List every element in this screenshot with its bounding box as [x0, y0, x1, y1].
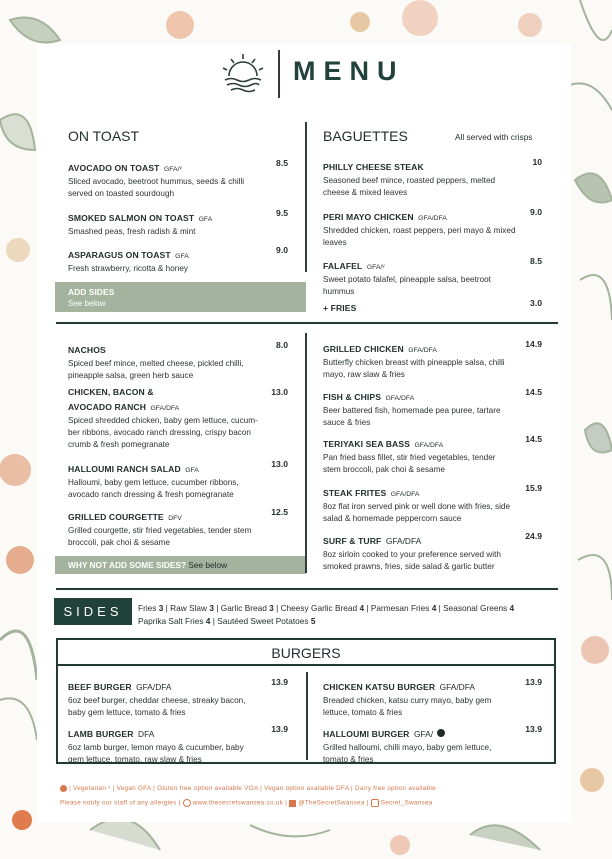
menu-item	[323, 724, 542, 766]
item-description: hummus	[323, 287, 355, 296]
item-description: Smashed peas, fresh radish & mint	[68, 227, 196, 236]
item-description: Shredded chicken, roast peppers, peri mayo & mixed	[323, 226, 516, 235]
item-price: 9.0	[530, 207, 542, 217]
menu-item	[323, 339, 542, 381]
menu-item	[323, 483, 542, 525]
item-name: GRILLED CHICKEN	[323, 344, 404, 354]
item-description: smoked prawns, fries, side salad & garlic butter	[323, 562, 495, 571]
item-description: ber ribbons, avocado ranch dressing, crispy bacon	[68, 428, 251, 437]
instagram-handle[interactable]: Secret_Swansea	[380, 799, 433, 807]
facebook-handle[interactable]: @TheSecretSwansea	[298, 799, 365, 807]
diet-tag: GFA/DFA	[418, 215, 447, 222]
page-title: MENU	[293, 56, 405, 86]
item-name: PERI MAYO CHICKEN	[323, 212, 414, 222]
burgers-header-divider	[57, 664, 555, 666]
item-name: ASPARAGUS ON TOAST	[68, 250, 171, 260]
item-price: 15.9	[525, 483, 542, 493]
header-divider	[278, 50, 280, 98]
item-description: Pan fried bass fillet, stir fried vegetables, tender	[323, 453, 496, 462]
item-description: mayo, raw slaw & fries	[323, 370, 405, 379]
section-divider	[56, 322, 558, 324]
side-name: Fries	[138, 603, 157, 613]
dietary-legend	[60, 785, 560, 792]
diet-tag: GFA/DFA	[390, 491, 420, 498]
item-description: Grilled halloumi, chilli mayo, baby gem lettuce,	[323, 743, 492, 752]
diet-tag: GFA/DFA	[385, 395, 415, 402]
item-name: BEEF BURGER	[68, 682, 132, 692]
side-name: Cheesy Garlic Bread	[280, 603, 358, 613]
item-description: Butterfly chicken breast with pineapple salsa, chilli	[323, 358, 505, 367]
item-description: 6oz lamb burger, lemon mayo & cucumber, baby	[68, 743, 244, 752]
sides-heading: SIDES	[54, 598, 132, 625]
menu-item	[68, 387, 288, 451]
side-name: Paprika Salt Fries	[138, 616, 204, 626]
item-description: Spiced beef mince, melted cheese, pickled chilli,	[68, 359, 244, 368]
item-price: 9.5	[276, 208, 288, 218]
why-sides-subtitle: See below	[188, 560, 228, 570]
diet-tag: GFA	[198, 216, 213, 223]
column-divider	[305, 122, 307, 272]
why-sides-banner	[55, 556, 306, 574]
item-price: 9.0	[276, 245, 288, 255]
side-price: 5	[310, 616, 316, 626]
side-price: 3	[158, 603, 164, 613]
item-price: 10	[532, 157, 542, 167]
item-description: pineapple salsa, green herb sauce	[68, 371, 194, 380]
item-description: gem lettuce, tomato, raw slaw & fries	[68, 755, 202, 764]
item-price: 24.9	[525, 531, 542, 541]
menu-item	[323, 531, 542, 573]
item-name: TERIYAKI SEA BASS	[323, 439, 411, 449]
add-sides-banner	[55, 282, 306, 312]
side-price: 4	[509, 603, 515, 613]
allergy-note: Please notify our staff of any allergies	[60, 799, 177, 807]
menu-item	[68, 507, 288, 549]
sides-list: Fries 3 | Raw Slaw 3 | Garlic Bread 3 | Cheesy Garlic Bread 4 | Parmesan Fries 4 | Seasonal Greens 4 Paprika Salt Fries 4 | Sautéed Sweet Potatoes 5	[138, 603, 515, 626]
fries-label: + FRIES	[323, 303, 357, 313]
item-name: LAMB BURGER	[68, 729, 134, 739]
item-name: AVOCADO ON TOAST	[68, 163, 160, 173]
column-divider	[306, 672, 308, 760]
item-price: 14.5	[525, 434, 542, 444]
diet-tag: GFA/ᵛ	[163, 166, 182, 173]
diet-tag: GFA/DFA	[385, 536, 422, 546]
menu-item	[323, 434, 542, 476]
side-price: 4	[431, 603, 437, 613]
side-name: Raw Slaw	[170, 603, 208, 613]
item-description: tomato & fries	[323, 755, 374, 764]
side-price: 3	[209, 603, 214, 613]
menu-item	[323, 256, 542, 298]
item-price: 14.5	[525, 387, 542, 397]
diet-tag: GFA/DFA	[150, 405, 180, 412]
side-name: Garlic Bread	[220, 603, 267, 613]
item-price: 8.0	[276, 340, 288, 350]
menu-item	[68, 459, 288, 501]
item-name: FALAFEL	[323, 261, 363, 271]
item-price: 13.9	[525, 677, 542, 687]
diet-tag: DFV	[168, 515, 182, 522]
item-description: 8oz sirloin cooked to your preference served with	[323, 550, 501, 559]
diet-tag: GFA/DFA	[439, 682, 475, 692]
item-description: Spiced shredded chicken, baby gem lettuce, cucum-	[68, 416, 258, 425]
item-description: baby gem lettuce, tomato & fries	[68, 708, 186, 717]
item-name: NACHOS	[68, 345, 106, 355]
item-description: Grilled courgette, stir fried vegetables, tender stem	[68, 526, 252, 535]
item-name: CHICKEN, BACON &	[68, 387, 154, 397]
item-description: stem broccoli, pak choi & sesame	[323, 465, 445, 474]
menu-item	[68, 245, 288, 275]
fries-price: 3.0	[530, 298, 542, 308]
diet-tag: GFA/DFA	[408, 347, 437, 354]
item-name: SMOKED SALMON ON TOAST	[68, 213, 195, 223]
section-heading-burgers: BURGERS	[271, 645, 341, 661]
item-price: 14.9	[525, 339, 542, 349]
item-price: 13.9	[525, 724, 542, 734]
item-price: 8.5	[276, 158, 288, 168]
column-divider	[305, 333, 307, 573]
item-description: sauce & fries	[323, 418, 371, 427]
item-name: HALLOUMI BURGER	[323, 729, 410, 739]
menu-item	[68, 158, 288, 200]
item-name: STEAK FRITES	[323, 488, 387, 498]
section-heading-baguettes: BAGUETTES	[323, 128, 408, 144]
menu-item	[323, 387, 542, 429]
baguettes-note: All served with crisps	[455, 132, 533, 142]
website-link[interactable]: www.thesecretswansea.co.uk	[192, 799, 284, 807]
item-price: 12.5	[271, 507, 288, 517]
item-description: leaves	[323, 238, 347, 247]
item-description: salad & homemade peppercorn sauce	[323, 514, 462, 523]
side-price: 4	[359, 603, 365, 613]
item-description: crumb & fresh pomegranate	[68, 440, 170, 449]
item-name: PHILLY CHEESE STEAK	[323, 162, 424, 172]
add-sides-title: ADD SIDES	[68, 287, 115, 297]
item-name: CHICKEN KATSU BURGER	[323, 682, 436, 692]
diet-tag: GFA	[185, 467, 199, 474]
item-name-line2: AVOCADO RANCH	[68, 402, 147, 412]
globe-icon	[183, 799, 191, 807]
item-name: HALLOUMI RANCH SALAD	[68, 464, 181, 474]
sun-over-waves-icon	[219, 52, 267, 96]
footer-contact: Please notify our staff of any allergies | www.thesecretswansea.co.uk | @TheSecretSwansea | Secret_Swansea	[60, 799, 433, 807]
diet-tag: GFA/DFA	[414, 442, 444, 449]
item-description: broccoli, pak choi & sesame	[68, 538, 170, 547]
menu-item	[323, 677, 542, 719]
item-price: 13.9	[271, 724, 288, 734]
item-price: 8.5	[530, 256, 542, 266]
item-name: GRILLED COURGETTE	[68, 512, 164, 522]
item-description: Beer battered fish, homemade pea puree, tartare	[323, 406, 501, 415]
item-description: avocado ranch dressing & fresh pomegranate	[68, 490, 234, 499]
item-description: 8oz flat iron served pink or well done with fries, side	[323, 502, 511, 511]
diet-tag: DFA	[138, 729, 155, 739]
item-description: 6oz beef burger, cheddar cheese, streaky bacon,	[68, 696, 246, 705]
item-description: cheese & mixed leaves	[323, 188, 408, 197]
item-description: lettuce, tomato & fries	[323, 708, 403, 717]
item-description: Breaded chicken, katsu curry mayo, baby gem	[323, 696, 492, 705]
vegan-icon	[437, 729, 445, 737]
menu-item	[68, 340, 288, 382]
item-description: Sliced avocado, beetroot hummus, seeds & chilli	[68, 177, 245, 186]
menu-item	[323, 207, 542, 249]
diet-tag: GFA	[175, 253, 189, 260]
diet-tag: GFA/	[413, 729, 434, 739]
menu-item	[323, 157, 542, 199]
side-price: 3	[269, 603, 274, 613]
menu-item	[68, 677, 288, 719]
fries-addon	[323, 298, 542, 316]
item-name: SURF & TURF	[323, 536, 382, 546]
add-sides-subtitle: See below	[68, 299, 106, 308]
item-name: FISH & CHIPS	[323, 392, 382, 402]
menu-item	[68, 208, 288, 238]
item-price: 13.9	[271, 677, 288, 687]
legend-text: | Vegetarian ᵛ | Vegan GFA | Gluten free option available VOA | Vegan option available DFA | Dairy free option available	[69, 785, 436, 793]
item-description: Halloumi, baby gem lettuce, cucumber ribbons,	[68, 478, 239, 487]
diet-tag: GFA/ᵛ	[366, 264, 385, 271]
item-description: Sweet potato falafel, pineapple salsa, beetroot	[323, 275, 491, 284]
facebook-icon	[289, 800, 296, 807]
diet-tag: GFA/DFA	[136, 682, 172, 692]
why-sides-title: WHY NOT ADD SOME SIDES?	[68, 560, 187, 570]
vegetarian-icon	[60, 785, 67, 792]
side-price: 4	[205, 616, 211, 626]
side-name: Seasonal Greens	[443, 603, 508, 613]
item-description: served on toasted sourdough	[68, 189, 175, 198]
section-heading-on-toast: ON TOAST	[68, 128, 140, 144]
item-description: Seasoned beef mince, roasted peppers, melted	[323, 176, 496, 185]
instagram-icon	[371, 799, 379, 807]
menu-item	[68, 724, 288, 766]
item-price: 13.0	[271, 387, 288, 397]
item-description: Fresh strawberry, ricotta & honey	[68, 264, 188, 273]
section-divider	[56, 588, 558, 590]
side-name: Parmesan Fries	[370, 603, 430, 613]
item-price: 13.0	[271, 459, 288, 469]
side-name: Sautéed Sweet Potatoes	[217, 616, 309, 626]
